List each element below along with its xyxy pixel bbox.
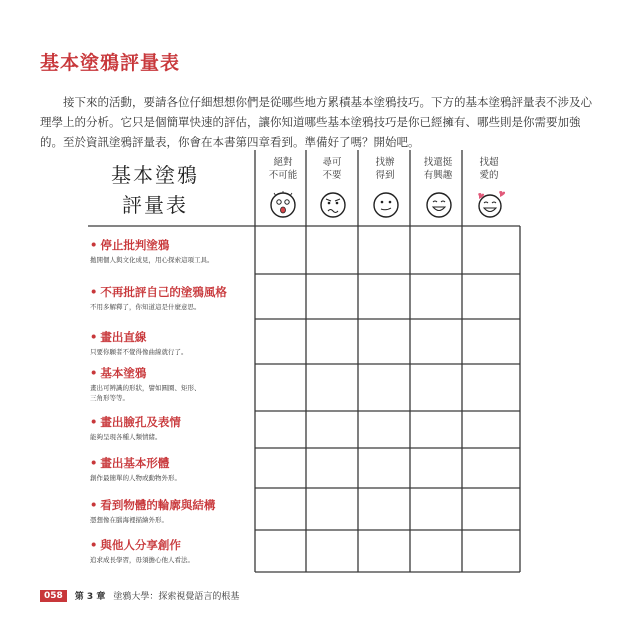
column-header-1-line2: 不可能 <box>268 170 298 181</box>
list-item: • 停止批判塗鴉 拋開個人與文化成見，用心探索這項工具。 <box>90 237 255 265</box>
row-label: 停止批判塗鴉 <box>100 238 170 252</box>
column-header-3-line2: 得到 <box>375 170 395 181</box>
row-description: 能夠呈現各種人類情緒。 <box>90 433 162 441</box>
row-description: 畫出可辨識的形狀，譬如圓圈、矩形、 <box>90 384 201 392</box>
list-item: • 不再批評自己的塗鴉風格 不用多解釋了，你知道這是什麼意思。 <box>90 284 255 312</box>
rating-cell[interactable] <box>306 448 358 488</box>
rating-cell[interactable] <box>306 274 358 319</box>
rating-cell[interactable] <box>358 274 410 319</box>
rating-cell[interactable] <box>462 319 520 364</box>
rating-cell[interactable] <box>410 226 462 274</box>
row-label: 與他人分享創作 <box>100 538 181 552</box>
rating-cell[interactable] <box>462 274 520 319</box>
rating-cell[interactable] <box>306 530 358 572</box>
chapter-title: 塗鴉大學：探索視覺語言的根基 <box>113 592 240 602</box>
column-header-3-line1: 找辦 <box>375 157 395 168</box>
rating-cell[interactable] <box>358 411 410 448</box>
column-header-5-line2: 愛的 <box>479 170 499 181</box>
row-label: 不再批評自己的塗鴉風格 <box>100 285 227 299</box>
smiling-face-icon <box>424 190 454 220</box>
rating-cell[interactable] <box>410 488 462 530</box>
rating-cell[interactable] <box>306 488 358 530</box>
row-label: 基本塗鴉 <box>100 366 147 380</box>
row-label: 看到物體的輪廓與結構 <box>100 498 216 512</box>
row-description: 只要你願者不覺得像曲線就行了。 <box>90 348 188 356</box>
row-label: 畫出臉孔及表情 <box>100 415 181 429</box>
rating-cell[interactable] <box>255 364 306 411</box>
row-description: 創作最簡單的人物或動物外形。 <box>90 474 181 482</box>
rating-cell[interactable] <box>255 319 306 364</box>
rating-cell[interactable] <box>255 488 306 530</box>
page-footer <box>40 589 239 602</box>
page-number: 058 <box>40 590 67 602</box>
list-item: • 畫出基本形體 創作最簡單的人物或動物外形。 <box>90 455 255 483</box>
column-header-2-line2: 不要 <box>322 170 342 181</box>
list-item: • 看到物體的輪廓與結構 憑想像在腦海裡描繪外形。 <box>90 497 255 525</box>
rating-cell[interactable] <box>410 411 462 448</box>
list-item: • 基本塗鴉 畫出可辨識的形狀，譬如圓圈、矩形、 三角形等等。 <box>90 365 255 403</box>
rating-cell[interactable] <box>462 411 520 448</box>
rating-cell[interactable] <box>306 319 358 364</box>
rating-cell[interactable] <box>358 226 410 274</box>
love-face-icon <box>475 190 505 220</box>
sheet-title <box>90 160 220 220</box>
sheet-title-line1: 基本塗鴉 <box>111 163 199 187</box>
column-header-4 <box>412 156 464 182</box>
row-description: 追求成長學習，毋須擔心他人看法。 <box>90 556 194 564</box>
neutral-face-icon <box>371 190 401 220</box>
rating-cell[interactable] <box>306 226 358 274</box>
column-header-2-line1: 尋可 <box>322 157 342 168</box>
column-header-4-line1: 找還挺 <box>423 157 453 168</box>
rating-cell[interactable] <box>410 274 462 319</box>
column-header-5 <box>463 156 515 182</box>
rating-cell[interactable] <box>255 411 306 448</box>
rating-cell[interactable] <box>462 364 520 411</box>
list-item: • 畫出直線 只要你願者不覺得像曲線就行了。 <box>90 329 255 357</box>
intro-paragraph <box>40 92 600 152</box>
page-title: 基本塗鴉評量表 <box>40 52 181 74</box>
rating-cell[interactable] <box>358 530 410 572</box>
rating-cell[interactable] <box>255 448 306 488</box>
rating-cell[interactable] <box>255 530 306 572</box>
rating-cell[interactable] <box>462 530 520 572</box>
rating-cell[interactable] <box>255 274 306 319</box>
intro-text: 接下來的活動，要請各位仔細想想你們是從哪些地方累積基本塗鴉技巧。下方的基本塗鴉評量表不涉及心理學上的分析。它只是個簡單快速的評估，讓你知道哪些基本塗鴉技巧是你已經擁有、哪些則是你需要加強的。至於資訊塗鴉評量表，你會在本書第四章看到。準備好了嗎？開始吧。 <box>40 95 592 149</box>
rating-cell[interactable] <box>410 364 462 411</box>
chapter-number: 第 3 章 <box>74 592 106 602</box>
list-item: • 與他人分享創作 追求成長學習，毋須擔心他人看法。 <box>90 537 255 565</box>
rating-cell[interactable] <box>410 448 462 488</box>
row-label: 畫出直線 <box>100 330 147 344</box>
sheet-title-line2: 評量表 <box>122 193 188 217</box>
row-description: 憑想像在腦海裡描繪外形。 <box>90 516 168 524</box>
rating-cell[interactable] <box>306 411 358 448</box>
list-item: • 畫出臉孔及表情 能夠呈現各種人類情緒。 <box>90 414 255 442</box>
rating-cell[interactable] <box>358 364 410 411</box>
column-header-5-line1: 找超 <box>479 157 499 168</box>
rating-cell[interactable] <box>358 448 410 488</box>
column-header-1 <box>257 156 309 182</box>
row-description: 拋開個人與文化成見，用心探索這項工具。 <box>90 256 214 264</box>
shocked-face-icon <box>268 190 298 220</box>
column-header-1-line1: 絕對 <box>273 157 293 168</box>
column-header-3 <box>359 156 411 182</box>
row-description: 三角形等等。 <box>90 394 129 402</box>
rating-cell[interactable] <box>358 319 410 364</box>
rating-cell[interactable] <box>410 319 462 364</box>
rating-cell[interactable] <box>358 488 410 530</box>
rating-cell[interactable] <box>462 448 520 488</box>
rating-cell[interactable] <box>306 364 358 411</box>
rating-cell[interactable] <box>410 530 462 572</box>
worried-face-icon <box>318 190 348 220</box>
row-description: 不用多解釋了，你知道這是什麼意思。 <box>90 303 201 311</box>
rating-cell[interactable] <box>462 488 520 530</box>
column-header-2 <box>306 156 358 182</box>
row-label: 畫出基本形體 <box>100 456 170 470</box>
column-header-4-line2: 有興趣 <box>423 170 453 181</box>
rating-cell[interactable] <box>462 226 520 274</box>
rating-cell[interactable] <box>255 226 306 274</box>
